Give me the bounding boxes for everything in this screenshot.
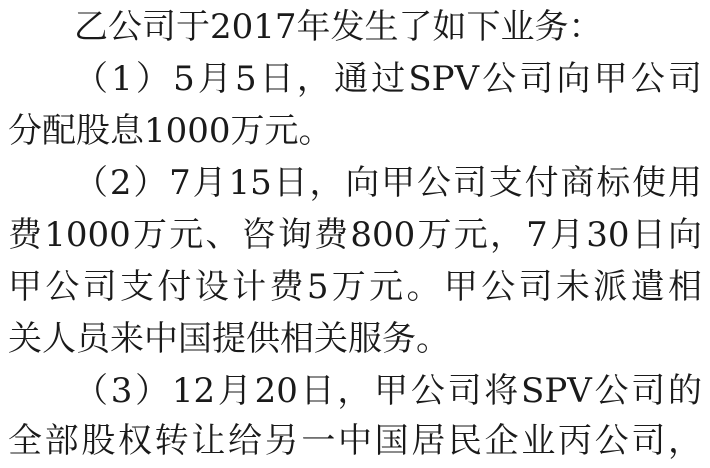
item-3-line-2: 全部股权转让给另一中国居民企业丙公司， [8,421,702,461]
item-2-line-4: 关人员来中国提供相关服务。 [8,319,450,359]
intro-line: 乙公司于2017年发生了如下业务： [74,7,603,47]
item-2-line-2: 费1000万元、咨询费800万元，7月30日向 [8,215,702,255]
item-1-line-2: 分配股息1000万元。 [8,111,333,151]
item-2-line-3: 甲公司支付设计费5万元。甲公司未派遣相 [8,267,702,307]
item-1-line-1: （1）5月5日，通过SPV公司向甲公司 [74,59,702,99]
item-2-line-1: （2）7月15日，向甲公司支付商标使用 [74,163,702,203]
item-3-line-1: （3）12月20日，甲公司将SPV公司的 [74,371,702,411]
